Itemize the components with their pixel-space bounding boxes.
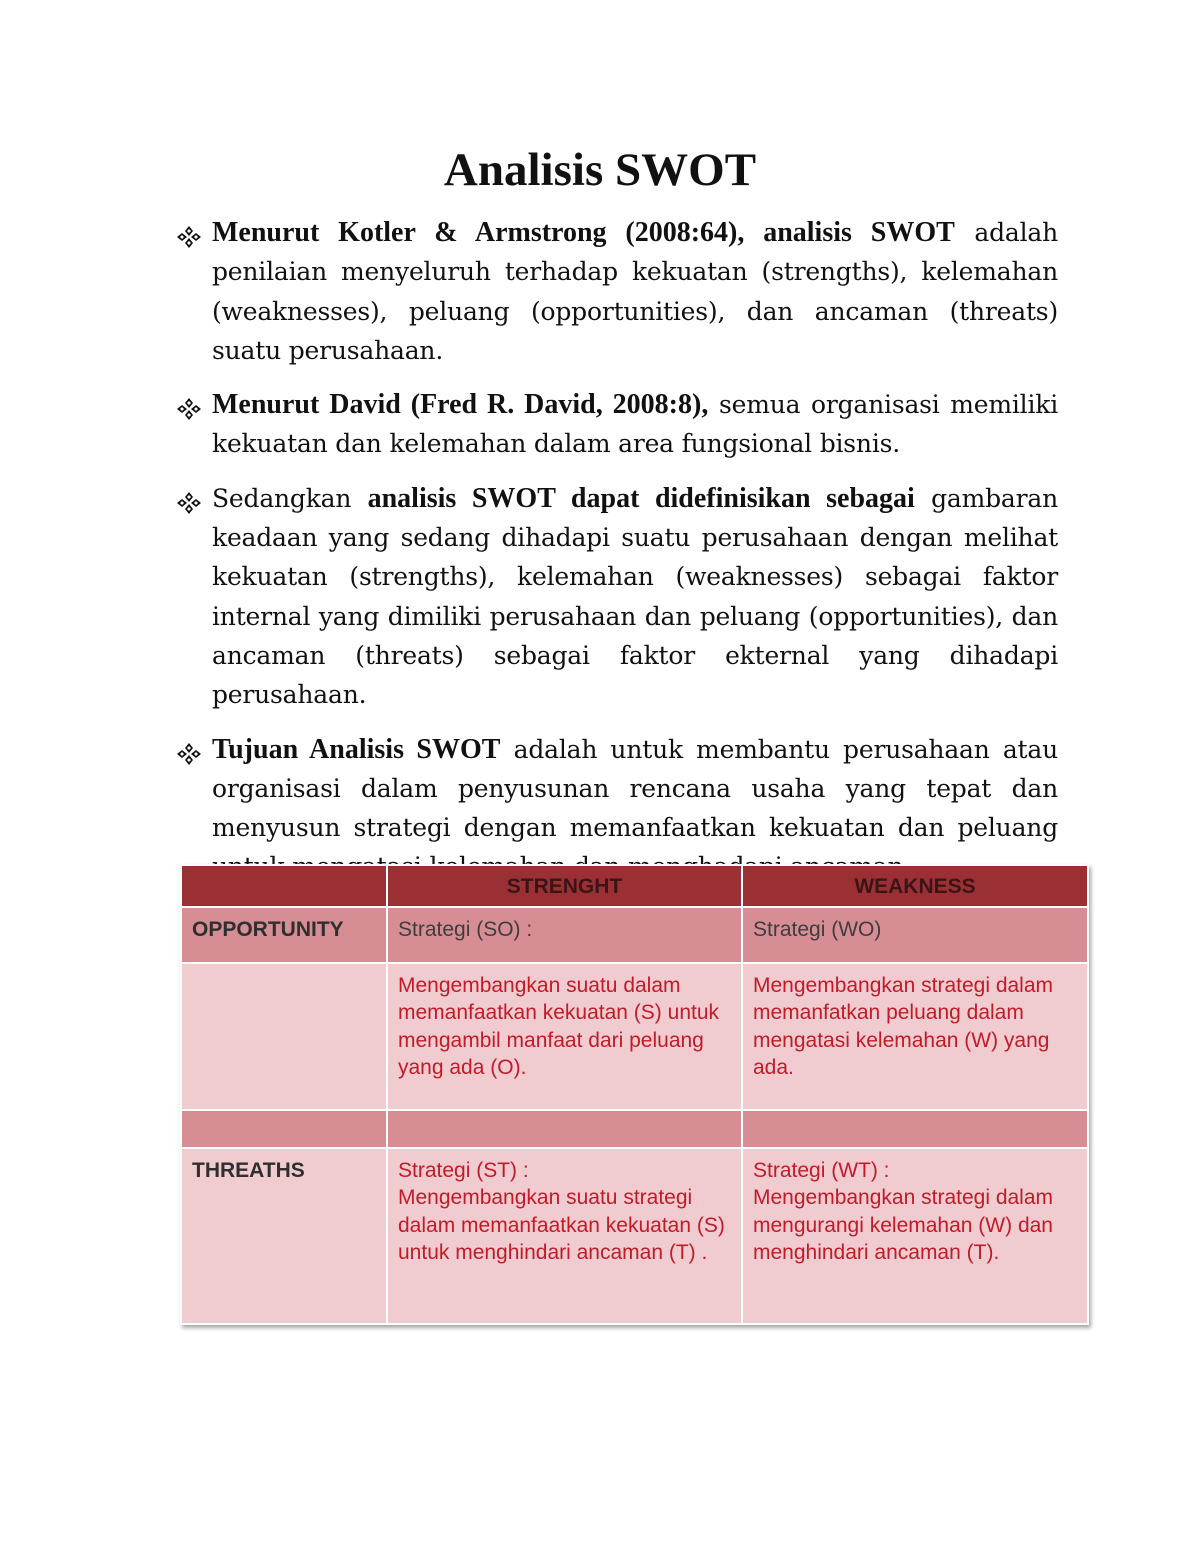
four-diamond-bullet-icon [176, 491, 202, 515]
four-diamond-bullet-icon [176, 397, 202, 421]
swot-header-row [181, 865, 1088, 907]
bullet-bold-text: Tujuan Analisis SWOT [212, 733, 501, 765]
four-diamond-bullet-icon [176, 742, 202, 766]
threats-row [181, 1148, 1088, 1324]
strategy-wt-label: Strategi (WT) : [753, 1158, 890, 1182]
bullet-bold-text: Menurut David (Fred R. David, 2008:8), [212, 389, 709, 421]
bullet-plain-text: adalah penilaian menyeluruh terhadap kekuatan (strengths), kelemahan (weaknesses), peluang (opportunities), dan ancaman (threats) suatu perusahaan. [212, 218, 1058, 365]
bullet-plain-text: gambaran keadaan yang sedang dihadapi suatu perusahaan dengan melihat kekuatan (strengths), kelemahan (weaknesses) sebagai faktor internal yang dimiliki perusahaan dan peluang (opportunities), dan ancaman (threats) sebagai faktor ekternal yang dihadapi perusahaan. [212, 483, 1058, 710]
bullet-plain-text: semua organisasi memiliki kekuatan dan kelemahan dalam area fungsional bisnis. [212, 390, 1058, 459]
spacer-cell [181, 1110, 387, 1148]
strategy-wo-text: Mengembangkan strategi dalam memanfatkan peluang dalam mengatasi kelemahan (W) yang ada. [742, 963, 1088, 1110]
strategy-st-text: Mengembangkan suatu strategi dalam memanfaatkan kekuatan (S) untuk menghindari ancaman (T) . [398, 1186, 725, 1264]
spacer-row [181, 1110, 1088, 1148]
opportunity-content-row [181, 963, 1088, 1110]
opportunity-label: OPPORTUNITY [181, 907, 387, 963]
bullet-item [176, 479, 1058, 715]
strategy-st-label: Strategi (ST) : [398, 1158, 529, 1182]
opportunity-empty-cell [181, 963, 387, 1110]
header-weakness-cell: WEAKNESS [742, 865, 1088, 907]
strategy-so-text: Mengembangkan suatu dalam memanfaatkan kekuatan (S) untuk mengambil manfaat dari peluang yang ada (O). [387, 963, 742, 1110]
spacer-cell [387, 1110, 742, 1148]
strategy-st-cell [387, 1148, 742, 1324]
page-title: Analisis SWOT [443, 144, 757, 196]
bullet-bold-text: analisis SWOT dapat didefinisikan sebagai [367, 482, 915, 514]
bullet-item [176, 213, 1058, 370]
bullet-text [212, 213, 1058, 370]
bullet-list [176, 213, 1058, 902]
strategy-wt-text: Mengembangkan strategi dalam mengurangi kelemahan (W) dan menghindari ancaman (T). [753, 1186, 1054, 1264]
bullet-text [212, 385, 1058, 464]
bullet-plain-text: Sedangkan [212, 483, 368, 513]
header-corner-cell [181, 865, 387, 907]
swot-matrix-table [180, 864, 1089, 1325]
strategy-wo-label: Strategi (WO) [742, 907, 1088, 963]
four-diamond-bullet-icon [176, 225, 202, 249]
header-strength-cell: STRENGHT [387, 865, 742, 907]
bullet-text [212, 479, 1058, 715]
bullet-bold-text: Menurut Kotler & Armstrong (2008:64), analisis SWOT [212, 217, 955, 248]
strategy-so-label: Strategi (SO) : [387, 907, 742, 963]
spacer-cell [742, 1110, 1088, 1148]
opportunity-label-row [181, 907, 1088, 963]
threats-label: THREATHS [181, 1148, 387, 1324]
bullet-plain-text: adalah untuk membantu perusahaan atau organisasi dalam penyusunan rencana usaha yang tepat dan menyusun strategi dengan memanfaatkan kekuatan dan peluang [212, 734, 1058, 843]
bullet-item [176, 385, 1058, 464]
strategy-wt-cell [742, 1148, 1088, 1324]
